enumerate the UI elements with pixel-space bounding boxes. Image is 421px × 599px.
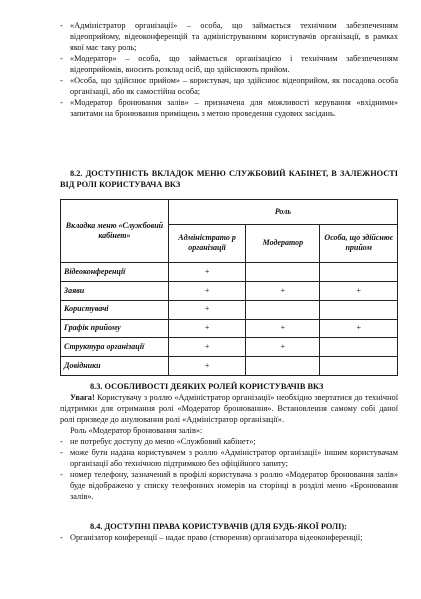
- role-mark: +: [320, 319, 398, 338]
- section-title: ДОСТУПНІ ПРАВА КОРИСТУВАЧІВ (ДЛЯ БУДЬ-ЯКОЇ РОЛІ):: [104, 522, 347, 531]
- attention-label: Увага!: [70, 393, 95, 403]
- role-intro: Роль «Модератор бронювання залів»:: [70, 426, 203, 436]
- list-item: [60, 447, 398, 469]
- list-item: [60, 75, 398, 97]
- list-item: [60, 532, 398, 543]
- table-row: [61, 282, 398, 301]
- section-number: 8.3.: [90, 382, 103, 391]
- list-item-text: може бути надана користувачем з роллю «Адміністратор організації» іншим користувачам організації або технічною підтримкою без офіційного запиту;: [70, 448, 398, 469]
- list-item: [60, 53, 398, 75]
- role-mark: +: [168, 338, 246, 357]
- list-dash: -: [60, 21, 63, 30]
- role-mark: +: [246, 282, 320, 301]
- role-header-moderator: Модератор: [246, 224, 320, 263]
- list-dash: -: [60, 470, 63, 480]
- list-dash: -: [60, 437, 63, 447]
- role-description-list: [60, 20, 398, 119]
- section-8-3-heading: [60, 381, 398, 392]
- role-group-header: Роль: [168, 200, 397, 225]
- tab-availability-table: [60, 199, 398, 376]
- list-item: [60, 436, 398, 447]
- list-dash: -: [60, 54, 63, 64]
- table-row: [61, 357, 398, 376]
- list-item-text: не потребує доступу до меню «Службовий кабінет»;: [70, 437, 256, 447]
- section-8-4-heading: [60, 521, 398, 532]
- role-mark: [246, 263, 320, 282]
- role-mark: +: [168, 282, 246, 301]
- role-name: «Модератор»: [70, 54, 117, 64]
- table-row: [61, 263, 398, 282]
- role-mark: [246, 300, 320, 319]
- list-item-text: Організатор конференції – надає право (створення) організатора відеоконференції;: [70, 533, 363, 543]
- list-dash: -: [60, 76, 63, 86]
- role-mark: +: [168, 319, 246, 338]
- attention-text: Користувачу з роллю «Адміністратор організації» необхідно звертатися до технічної підтримки для отримання ролі «Модератор бронювання». Встановлення самому собі даної ролі призведе до анулювання ролі «Адміністратор організації».: [60, 393, 398, 425]
- section-8-3: [60, 381, 398, 502]
- role-name: «Адміністратор організації»: [70, 21, 178, 30]
- role-description: – призначена для можливості керування «вхідними» запитами на бронювання приміщень з метою проведення судових засідань.: [70, 98, 398, 119]
- list-dash: -: [60, 448, 63, 458]
- role-name: «Модератор бронювання залів»: [70, 98, 189, 108]
- role-description: – користувач, що здійснює відеоприйом, як посадова особа організації, або як самостійна особа;: [70, 76, 398, 97]
- role-mark: [320, 357, 398, 376]
- role-description: – особа, що займається організацією і технічним забезпеченням відеоприйомів, вносить розклад осіб, що здійснюють прийом.: [70, 54, 398, 75]
- section-8-4: [60, 521, 398, 543]
- role-mark: [246, 357, 320, 376]
- role-mark: +: [168, 300, 246, 319]
- list-item-text: номер телефону, зазначений в профілі користувача з роллю «Модератор бронювання залів» буде відображено у списку телефонних номерів на сторінці в розділі меню «Бронювання залів».: [70, 470, 398, 502]
- tab-name: Заяви: [61, 282, 169, 301]
- role-mark: +: [246, 338, 320, 357]
- role-name: «Особа, що здійснює прийом»: [70, 76, 180, 86]
- table-row: [61, 300, 398, 319]
- role-mark: +: [320, 282, 398, 301]
- list-dash: -: [60, 98, 63, 108]
- list-item: [60, 97, 398, 119]
- section-number: 8.2.: [70, 169, 83, 178]
- role-header-receiver: Особа, що здійснює прийом: [320, 224, 398, 263]
- list-dash: -: [60, 533, 63, 543]
- role-mark: [320, 300, 398, 319]
- tab-name: Структура організації: [61, 338, 169, 357]
- list-item: [60, 469, 398, 502]
- role-mark: [320, 338, 398, 357]
- tab-name: Користувачі: [61, 300, 169, 319]
- tab-name: Відеоконференції: [61, 263, 169, 282]
- list-item: [60, 20, 398, 53]
- section-title: ДОСТУПНІСТЬ ВКЛАДОК МЕНЮ СЛУЖБОВИЙ КАБІНЕТ, В ЗАЛЕЖНОСТІ ВІД РОЛІ КОРИСТУВАЧА ВКЗ: [60, 169, 398, 190]
- tab-column-header: Вкладка меню «Службовий кабінет»: [61, 200, 169, 263]
- role-mark: +: [246, 319, 320, 338]
- role-mark: +: [168, 357, 246, 376]
- table-row: [61, 319, 398, 338]
- tab-name: Графік прийому: [61, 319, 169, 338]
- section-number: 8.4.: [90, 522, 103, 531]
- section-title: ОСОБЛИВОСТІ ДЕЯКИХ РОЛЕЙ КОРИСТУВАЧІВ ВКЗ: [104, 382, 324, 391]
- section-8-2-heading: [60, 168, 398, 190]
- role-description: – особа, що займається технічним забезпеченням відеоприйому, відеоконференцій та адмініструванням користувачів організації, в рамках якої має таку роль;: [70, 21, 398, 53]
- role-mark: [320, 263, 398, 282]
- role-header-admin: Адміністрато р організації: [168, 224, 246, 263]
- tab-name: Довідники: [61, 357, 169, 376]
- attention-paragraph: [60, 392, 398, 425]
- role-mark: +: [168, 263, 246, 282]
- table-row: [61, 338, 398, 357]
